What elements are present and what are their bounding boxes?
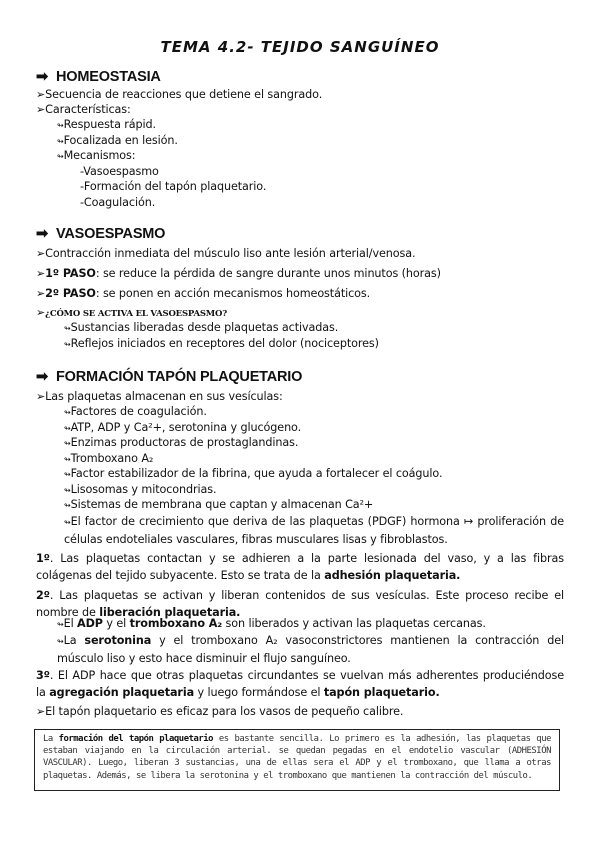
summary-box bbox=[34, 729, 560, 791]
list-item: -Vasoespasmo bbox=[80, 165, 159, 178]
list-item: ↬Factores de coagulación. bbox=[64, 405, 207, 418]
list-item: ↬Sistemas de membrana que captan y almacenan Ca²+ bbox=[64, 498, 374, 511]
paragraph-step-1: 1º. Las plaquetas contactan y se adhieren a la parte lesionada del vaso, y a las fibras colágenas del tejido subyacente. Esto se trata de la adhesión plaquetaria. bbox=[36, 552, 564, 582]
list-item: -Coagulación. bbox=[80, 196, 156, 209]
list-item: ➢Las plaquetas almacenan en sus vesículas: bbox=[36, 390, 283, 403]
list-item: ➢Características: bbox=[36, 103, 131, 116]
list-item: ↬Enzimas productoras de prostaglandinas. bbox=[64, 436, 299, 449]
arrow-icon: ➡ bbox=[36, 226, 48, 242]
list-item: ↬ATP, ADP y Ca²+, serotonina y glucógeno. bbox=[64, 421, 302, 434]
paragraph-step-2: 2º. Las plaquetas se activan y liberan contenidos de sus vesículas. Este proceso recibe el nombre de liberación plaquetaria. bbox=[36, 589, 564, 619]
list-item: -Formación del tapón plaquetario. bbox=[80, 180, 267, 193]
list-item: ↬Reflejos iniciados en receptores del dolor (nociceptores) bbox=[64, 337, 379, 350]
list-item: ↬El ADP y el tromboxano A₂ son liberados y activan las plaquetas cercanas. bbox=[57, 617, 486, 630]
heading-homeostasia: ➡ HOMEOSTASIA bbox=[36, 69, 161, 85]
list-item: ↬La serotonina y el tromboxano A₂ vasoconstrictores mantienen la contracción del músculo liso y esto hace disminuir el flujo sanguíneo. bbox=[57, 634, 564, 665]
list-item: ↬Mecanismos: bbox=[57, 149, 136, 162]
heading-vasoespasmo: ➡ VASOESPASMO bbox=[36, 226, 166, 242]
list-item: ↬Factor estabilizador de la fibrina, que ayuda a fortalecer el coágulo. bbox=[64, 467, 443, 480]
list-item: ➢¿CÓMO SE ACTIVA EL VASOESPASMO? bbox=[36, 306, 227, 319]
heading-formacion-tapon: ➡ FORMACIÓN TAPÓN PLAQUETARIO bbox=[36, 369, 303, 385]
list-item: ↬El factor de crecimiento que deriva de las plaquetas (PDGF) hormona ↦ proliferación de células endoteliales vasculares, fibras musculares lisas y fibroblastos. bbox=[64, 515, 564, 546]
list-item: ➢1º PASO: se reduce la pérdida de sangre durante unos minutos (horas) bbox=[36, 267, 441, 280]
arrow-icon: ➡ bbox=[36, 369, 48, 385]
list-item: ↬Sustancias liberadas desde plaquetas activadas. bbox=[64, 321, 339, 334]
list-item: ↬Tromboxano A₂ bbox=[64, 452, 154, 465]
list-item: ↬Lisosomas y mitocondrias. bbox=[64, 483, 217, 496]
page-title: TEMA 4.2- TEJIDO SANGUÍNEO bbox=[160, 38, 440, 56]
list-item: ➢Contracción inmediata del músculo liso ante lesión arterial/venosa. bbox=[36, 247, 416, 260]
list-item: ➢Secuencia de reacciones que detiene el sangrado. bbox=[36, 88, 323, 101]
list-item: ↬Respuesta rápid. bbox=[57, 118, 157, 131]
arrow-icon: ➡ bbox=[36, 69, 48, 85]
summary-text: La formación del tapón plaquetario es bastante sencilla. Lo primero es la adhesión, las plaquetas que estaban viajando en la circulación arterial. se quedan pegadas en el endotelio vascular (ADHESIÓN VASCULAR). Luego, liberan 3 sustancias, una de ellas sera el ADP y el tromboxano, que llama a otras plaquetas. Además, se libera la serotonina y el tromboxano que mantienen la contracción del músculo. bbox=[43, 734, 551, 781]
list-item: ➢2º PASO: se ponen en acción mecanismos homeostáticos. bbox=[36, 287, 371, 300]
list-item: ➢El tapón plaquetario es eficaz para los vasos de pequeño calibre. bbox=[36, 705, 404, 718]
paragraph-step-3: 3º. El ADP hace que otras plaquetas circundantes se vuelvan más adherentes produciéndose la agregación plaquetaria y luego formándose el tapón plaquetario. bbox=[36, 669, 564, 699]
list-item: ↬Focalizada en lesión. bbox=[57, 134, 178, 147]
